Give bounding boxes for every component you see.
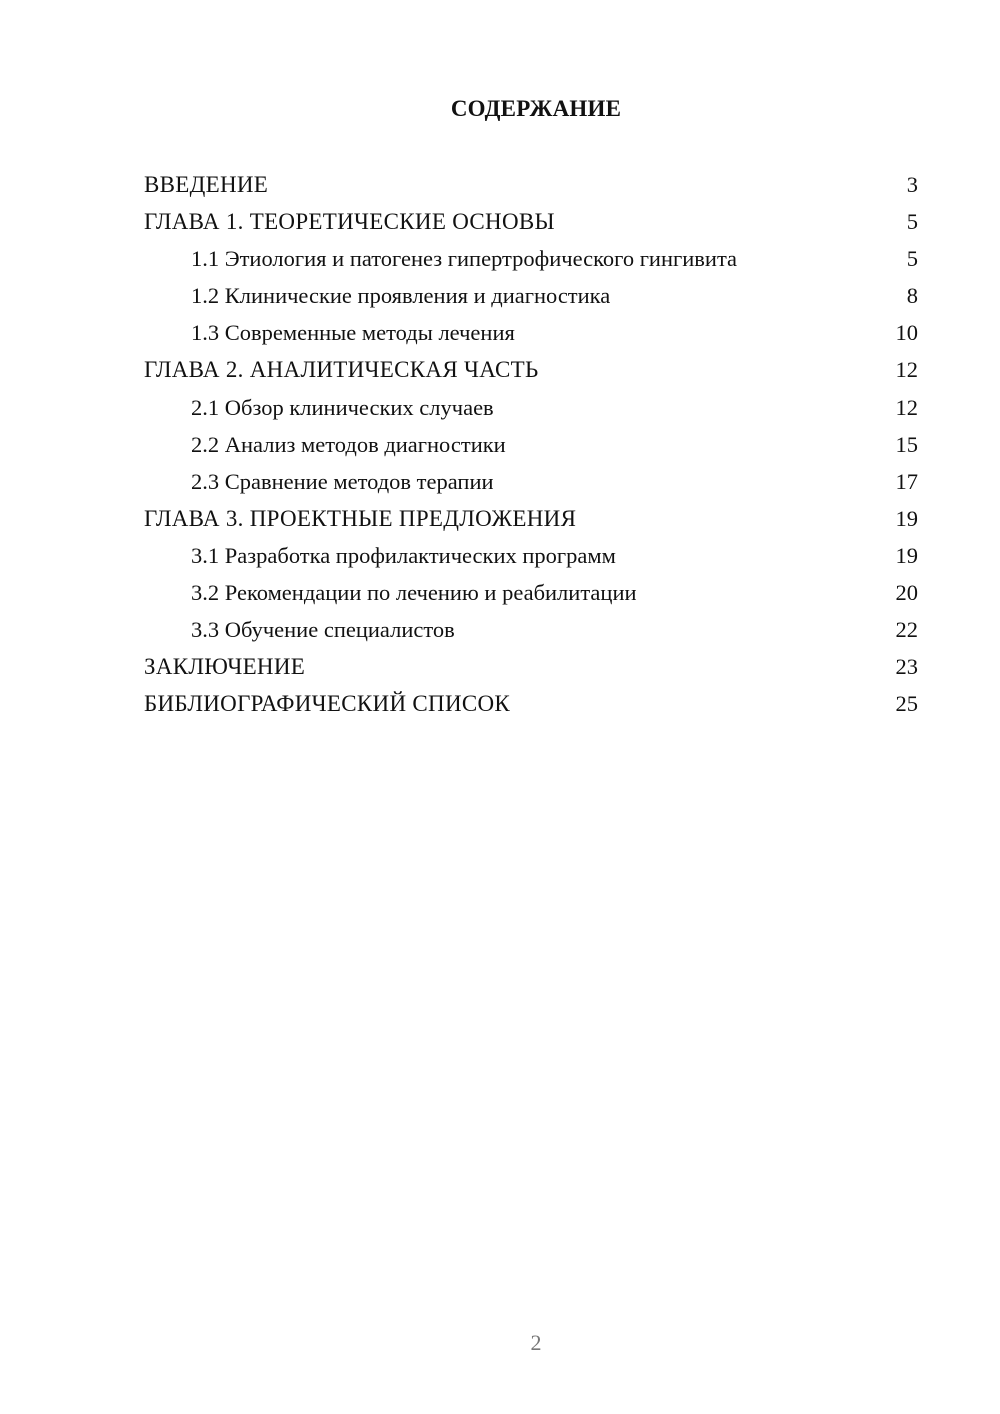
toc-entry-label: 3.2 Рекомендации по лечению и реабилитации [191,580,637,606]
toc-entry-section-2-2[interactable] [144,426,918,463]
toc-entry-label: 3.3 Обучение специалистов [191,617,455,643]
toc-entry-chapter-2[interactable] [144,351,918,388]
toc-entry-page: 3 [906,172,918,197]
toc-entry-label: 2.2 Анализ методов диагностики [191,431,506,457]
toc-entry-section-1-3[interactable] [144,314,918,351]
toc-entry-label: 1.1 Этиология и патогенез гипертрофического гингивита [191,246,738,272]
toc-entry-introduction[interactable] [144,166,918,203]
toc-entry-section-3-2[interactable] [144,574,918,611]
toc-entry-section-2-3[interactable] [144,463,918,500]
toc-entry-page: 10 [895,320,918,346]
toc-entry-section-1-2[interactable] [144,277,918,314]
toc-entry-bibliography[interactable] [144,685,918,722]
toc-entry-label: ЗАКЛЮЧЕНИЕ [144,654,306,680]
toc-entry-label: 2.3 Сравнение методов терапии [191,468,494,494]
toc-entry-page: 8 [906,283,918,309]
toc-entry-page: 20 [895,580,918,606]
toc-entry-section-1-1[interactable] [144,240,918,277]
toc-entry-page: 12 [895,394,918,420]
toc-entry-section-3-3[interactable] [144,611,918,648]
toc-entry-chapter-1[interactable] [144,203,918,240]
toc-entry-page: 15 [895,431,918,457]
toc-entry-label: 1.3 Современные методы лечения [191,320,515,346]
toc-entry-page: 17 [895,468,918,494]
toc-entry-page: 23 [895,654,918,680]
toc-entry-section-3-1[interactable] [144,537,918,574]
toc-entry-label: ГЛАВА 1. ТЕОРЕТИЧЕСКИЕ ОСНОВЫ [144,209,555,235]
toc-entry-page: 5 [906,246,918,272]
page-number: 2 [530,1330,542,1355]
toc-entry-conclusion[interactable] [144,648,918,685]
toc-entry-label: 2.1 Обзор клинических случаев [191,394,494,420]
toc-title: СОДЕРЖАНИЕ [450,96,622,121]
toc-entry-label: БИБЛИОГРАФИЧЕСКИЙ СПИСОК [144,691,511,717]
toc-entry-page: 19 [895,505,918,531]
toc-entry-label: ВВЕДЕНИЕ [144,172,269,197]
toc-entry-page: 12 [895,357,918,383]
toc-entry-page: 19 [895,542,918,568]
toc-entry-label: ГЛАВА 2. АНАЛИТИЧЕСКАЯ ЧАСТЬ [144,357,539,383]
toc-entry-page: 5 [906,209,918,235]
toc-entry-section-2-1[interactable] [144,389,918,426]
toc-entry-page: 22 [895,617,918,643]
toc-entry-label: 1.2 Клинические проявления и диагностика [191,283,611,309]
toc-entry-label: ГЛАВА 3. ПРОЕКТНЫЕ ПРЕДЛОЖЕНИЯ [144,505,577,531]
table-of-contents [144,166,918,722]
toc-entry-page: 25 [895,691,918,717]
toc-entry-chapter-3[interactable] [144,500,918,537]
toc-entry-label: 3.1 Разработка профилактических программ [191,542,616,568]
